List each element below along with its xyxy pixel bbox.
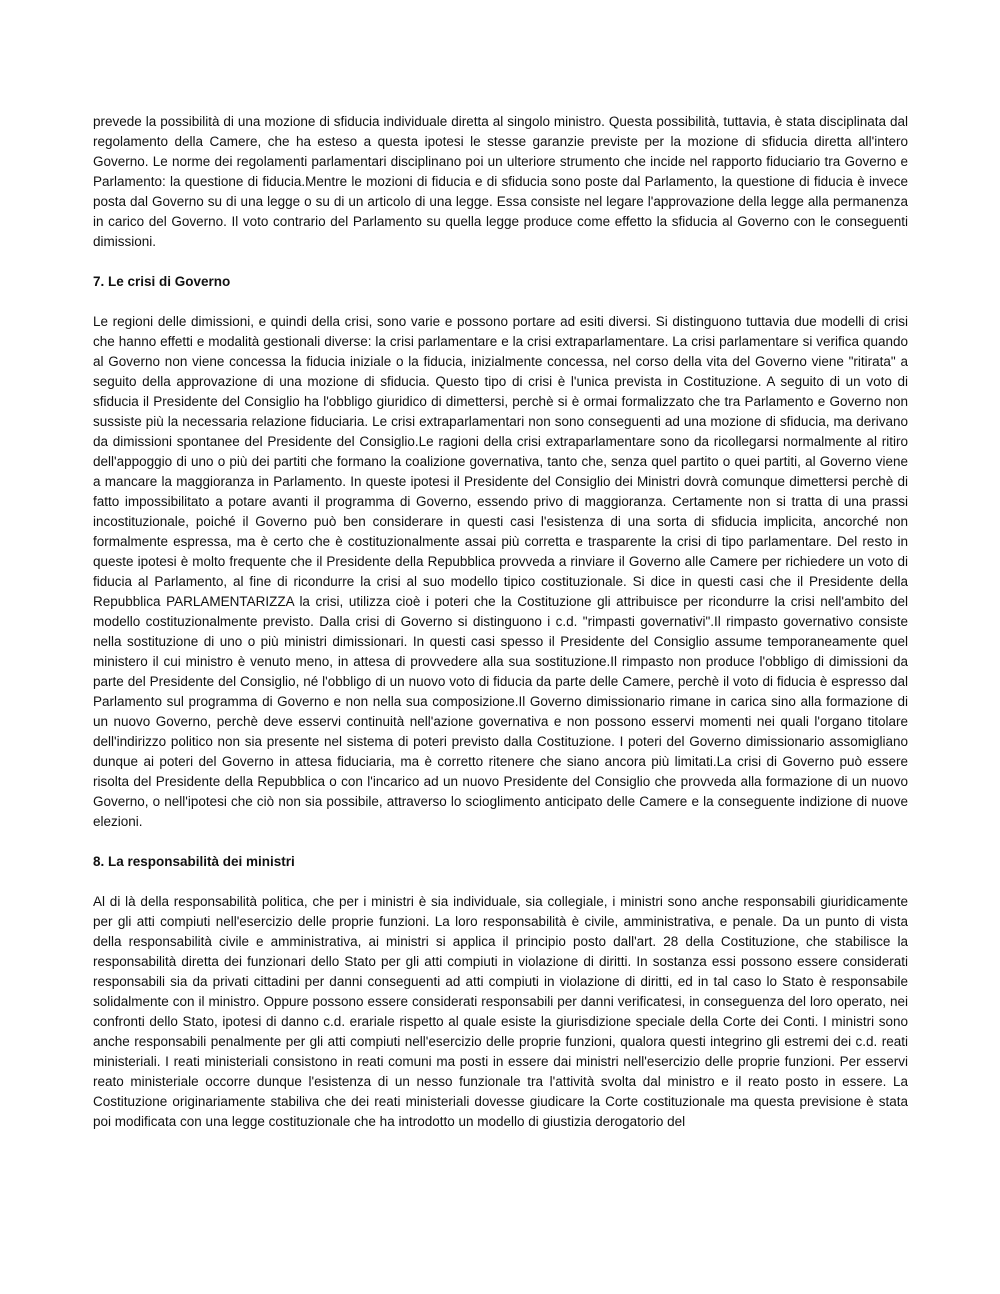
spacer: [93, 252, 908, 272]
paragraph-fiducia: prevede la possibilità di una mozione di sfiducia individuale diretta al singolo ministro. Questa possibilità, tuttavia, è stata disciplinata dal regolamento della Camere, che ha esteso a questa ipotesi le stesse garanzie previste per la mozione di sfiducia diretta all'intero Governo. Le norme dei regolamenti parlamentari disciplinano poi un ulteriore strumento che incide nel rapporto fiduciario tra Governo e Parlamento: la questione di fiducia.Mentre le mozioni di fiducia e di sfiducia sono poste dal Parlamento, la questione di fiducia è invece posta dal Governo su di una legge o su di un articolo di una legge. Essa consiste nel legare l'approvazione della legge alla permanenza in carico del Governo. Il voto contrario del Parlamento su quella legge produce come effetto la sfiducia al Governo con le conseguenti dimissioni.: [93, 114, 908, 249]
spacer: [93, 832, 908, 852]
spacer: [93, 872, 908, 892]
paragraph-crisi: Le regioni delle dimissioni, e quindi della crisi, sono varie e possono portare ad esiti diversi. Si distinguono tuttavia due modelli di crisi che hanno effetti e modalità gestionali diverse: la crisi parlamentare e la crisi extraparlamentare. La crisi parlamentare si verifica quando al Governo non viene concessa la fiducia iniziale o la fiducia, inizialmente concessa, nel corso della vita del Governo viene "ritirata" a seguito della approvazione di una mozione di sfiducia. Questo tipo di crisi è l'unica prevista in Costituzione. A seguito di un voto di sfiducia il Presidente del Consiglio ha l'obbligo giuridico di dimettersi, perchè si è ormai formalizzato che tra Parlamento e Governo non sussiste più la necessaria relazione fiduciaria. Le crisi extraparlamentari non sono conseguenti ad una mozione di sfiducia, ma derivano da dimissioni spontanee del Presidente del Consiglio.Le ragioni della crisi extraparlamentare sono da ricollegarsi normalmente al ritiro dell'appoggio di uno o più dei partiti che formano la coalizione governativa, tanto che, senza quel partito o quei partiti, al Governo viene a mancare la maggioranza in Parlamento. In queste ipotesi il Presidente del Consiglio dei Ministri dovrà comunque dimettersi perchè di fatto impossibilitato a potare avanti il programma di Governo, essendo privo di maggioranza. Certamente non si tratta di una prassi incostituzionale, poiché il Governo può ben considerare in questi casi l'esistenza di una sorta di sfiducia implicita, ancorché non formalmente espressa, ma è certo che è costituzionalmente assai più corretta e trasparente la crisi di tipo parlamentare. Del resto in queste ipotesi è molto frequente che il Presidente della Repubblica provveda a rinviare il Governo alle Camere per richiedere un voto di fiducia al Parlamento, al fine di ricondurre la crisi al suo modello tipico costituzionale. Si dice in questi casi che il Presidente della Repubblica PARLAMENTARIZZA la crisi, utilizza cioè i poteri che la Costituzione gli attribuisce per ricondurre la crisi nell'ambito del modello costituzionalmente previsto. Dalla crisi di Governo si distinguono i c.d. "rimpasti governativi".Il rimpasto governativo consiste nella sostituzione di uno o più ministri dimissionari. In questi casi spesso il Presidente del Consiglio assume temporaneamente quel ministero il cui ministro è venuto meno, in attesa di provvedere alla sua sostituzione.Il rimpasto non produce l'obbligo di dimissioni da parte del Presidente del Consiglio, né l'obbligo di un nuovo voto di fiducia da parte delle Camere, perchè il voto di fiducia è espresso dal Parlamento sul programma di Governo e non nella sua composizione.Il Governo dimissionario rimane in carica sino alla formazione di un nuovo Governo, perchè deve esservi continuità nell'azione governativa e non possono esservi momenti nei quali l'organo titolare dell'indirizzo politico non sia presente nel sistema di poteri previsto dalla Costituzione. I poteri del Governo dimissionario assomigliano dunque ai poteri del Governo in attesa fiduciaria, ma è corretto ritenere che siano ancora più limitati.La crisi di Governo può essere risolta del Presidente della Repubblica o con l'incarico ad un nuovo Presidente del Consiglio che provveda alla formazione di un nuovo Governo, o nell'ipotesi che ciò non sia possibile, attraverso lo scioglimento anticipato delle Camere e la conseguente indizione di nuove elezioni.: [93, 314, 908, 829]
spacer: [93, 292, 908, 312]
section-heading-crisi: 7. Le crisi di Governo: [93, 274, 231, 289]
document-page: [93, 112, 908, 1132]
paragraph-responsabilita: Al di là della responsabilità politica, che per i ministri è sia individuale, sia collegiale, i ministri sono anche responsabili giuridicamente per gli atti compiuti nell'esercizio delle proprie funzioni. La loro responsabilità è civile, amministrativa, e penale. Da un punto di vista della responsabilità civile e amministrativa, ai ministri si applica il principio posto dall'art. 28 della Costituzione, che stabilisce la responsabilità diretta dei funzionari dello Stato per gli atti compiuti in violazione di diritti. In sostanza essi possono essere considerati responsabili sia da privati cittadini per danni conseguenti ad atti compiuti in violazione di diritti, ed in tal caso lo Stato è responsabile solidalmente con il ministro. Oppure possono essere considerati responsabili per danni verificatesi, in conseguenza del loro operato, nei confronti dello Stato, ipotesi di danno c.d. erariale rispetto al quale esiste la giurisdizione speciale della Corte dei Conti. I ministri sono anche responsabili penalmente per gli atti compiuti nell'esercizio delle proprie funzioni, qualora questi integrino gli estremi dei c.d. reati ministeriali. I reati ministeriali consistono in reati comuni ma posti in essere dai ministri nell'esercizio delle proprie funzioni. Per esservi reato ministeriale occorre dunque l'esistenza di un nesso funzionale tra l'attività svolta dal ministro e il reato posto in essere. La Costituzione originariamente stabiliva che dei reati ministeriali dovesse giudicare la Corte costituzionale ma questa previsione è stata poi modificata con una legge costituzionale che ha introdotto un modello di giustizia derogatorio del: [93, 894, 908, 1129]
section-heading-responsabilita: 8. La responsabilità dei ministri: [93, 854, 295, 869]
